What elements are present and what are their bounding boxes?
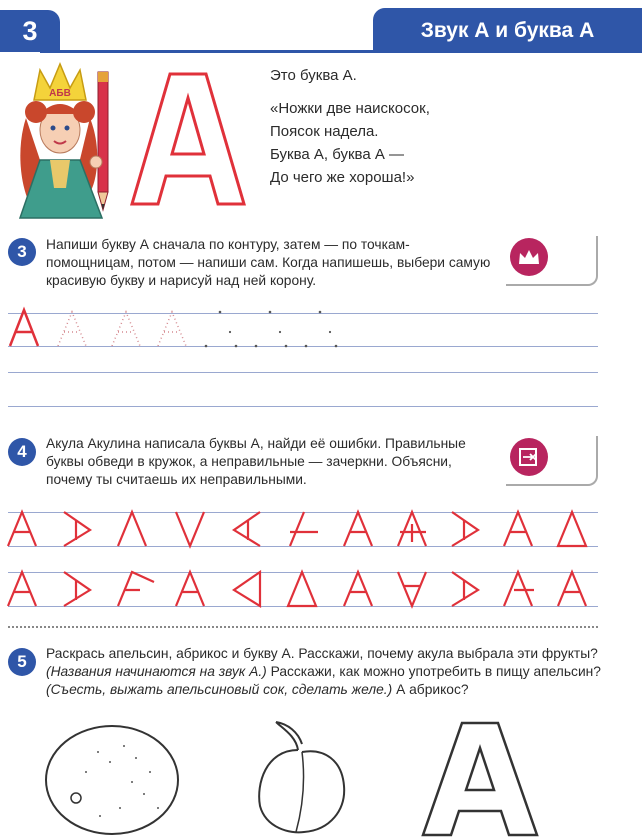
poem-line: «Ножки две наискосок, xyxy=(270,100,430,117)
task-number-badge xyxy=(8,438,36,466)
traced-letter-a xyxy=(10,310,38,346)
page-title-tab xyxy=(373,8,642,53)
dotted-letter-a xyxy=(58,312,86,346)
task-number-badge xyxy=(8,648,36,676)
page-number-badge xyxy=(0,10,60,52)
shark-letters-row-1 xyxy=(4,506,604,550)
task-number: 5 xyxy=(17,652,27,671)
task-2-text: Акула Акулина написала буквы А, найди её ошибки. Правильные буквы обведи в кружок, а неправильные — зачеркни. Объясни, почему ты считаешь их неправильными. xyxy=(46,436,466,487)
task-3-text-part: Раскрась апельсин, абрикос и букву А. Расскажи, почему акула выбрала эти фрукты? xyxy=(46,646,598,661)
shark-letters-row-2 xyxy=(4,566,604,610)
poem-line: Буква А, буква А — xyxy=(270,146,405,163)
task-3-text xyxy=(46,645,602,699)
poem-intro: Это буква А. xyxy=(270,67,357,84)
task-3-hint: (Названия начинаются на звук А.) xyxy=(46,664,267,679)
dotted-letter-a xyxy=(112,312,140,346)
orange-outline xyxy=(40,722,190,836)
poem-line: Поясок надела. xyxy=(270,123,379,140)
poem-line: До чего же хороша!» xyxy=(270,169,415,186)
writing-line xyxy=(8,406,598,407)
task-3-text-part: А абрикос? xyxy=(396,682,469,697)
helper-dots xyxy=(200,306,400,350)
apricot-outline xyxy=(246,714,356,838)
task-1-text: Напиши букву А сначала по контуру, затем — по точкам-помощницам, потом — напиши сам. Когда напишешь, выбери самую красивую букву и нарисуй над ней корону. xyxy=(46,237,491,288)
section-divider xyxy=(8,626,598,628)
poem-block xyxy=(270,64,430,189)
dotted-letter-a xyxy=(158,312,186,346)
task-number: 4 xyxy=(17,442,27,461)
cross-out-icon xyxy=(510,438,548,476)
outline-letter-a xyxy=(420,720,540,838)
writing-line xyxy=(8,372,598,373)
princess-illustration xyxy=(6,58,126,220)
task-3-hint: (Съесть, выжать апельсиновый сок, сделать желе.) xyxy=(46,682,393,697)
task-3-text-part: Расскажи, как можно употребить в пищу апельсин? xyxy=(270,664,601,679)
page-title: Звук А и буква А xyxy=(420,18,595,42)
tracing-letters xyxy=(8,306,208,350)
crown-icon xyxy=(510,238,548,276)
big-letter-a-outline xyxy=(128,70,248,208)
task-number-badge xyxy=(8,238,36,266)
crown-letters: АБВ xyxy=(49,88,71,99)
page-number: 3 xyxy=(22,15,38,46)
task-number: 3 xyxy=(17,242,27,261)
